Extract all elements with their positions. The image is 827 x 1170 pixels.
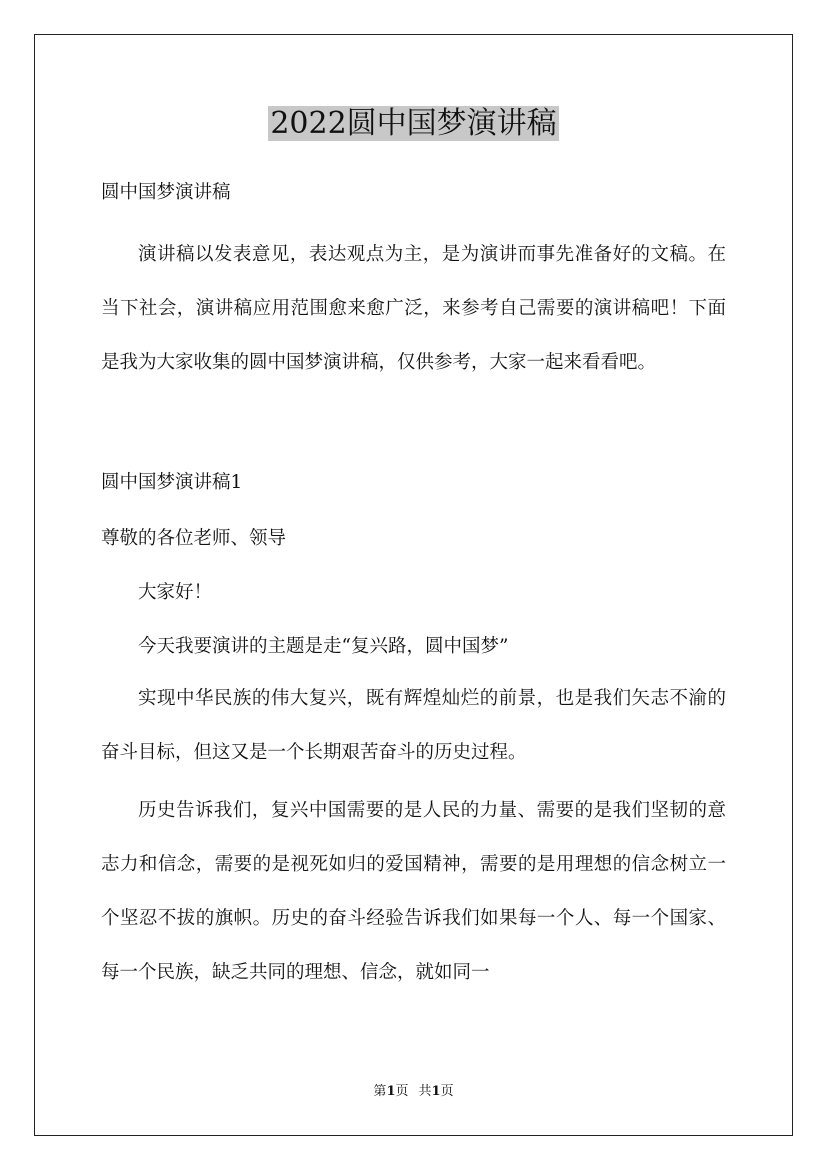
total-suffix: 页 — [440, 1084, 454, 1099]
spacer — [101, 504, 726, 518]
section-title: 圆中国梦演讲稿1 — [101, 472, 243, 493]
paragraph-1: 实现中华民族的伟大复兴，既有辉煌灿烂的前景，也是我们矢志不渝的奋斗目标，但这又是一个长期艰苦奋斗的历史过程。 — [101, 688, 726, 763]
page-prefix: 第 — [373, 1084, 387, 1099]
document-title-text: 2022圆中国梦演讲稿 — [270, 106, 557, 141]
greeting: 大家好！ — [138, 582, 213, 603]
topic-line: 今天我要演讲的主题是走“复兴路，圆中国梦” — [138, 636, 509, 657]
intro-paragraph: 演讲稿以发表意见，表达观点为主，是为演讲而事先准备好的文稿。在当下社会，演讲稿应用范围愈来愈广泛，来参考自己需要的演讲稿吧！下面是我为大家收集的圆中国梦演讲稿，仅供参考，大家一起来看看吧。 — [101, 244, 726, 373]
subheading: 圆中国梦演讲稿 — [101, 182, 231, 203]
salutation: 尊敬的各位老师、领导 — [101, 528, 287, 549]
spacer — [101, 614, 726, 626]
page-current: 1 — [386, 1084, 396, 1099]
document-body — [101, 172, 726, 1000]
spacer — [101, 560, 726, 572]
page-footer — [0, 1083, 827, 1101]
page-suffix: 页 — [395, 1084, 409, 1099]
spacer — [101, 390, 726, 462]
document-title — [0, 103, 827, 145]
page-total: 1 — [431, 1084, 441, 1099]
paragraph-2: 历史告诉我们，复兴中国需要的是人民的力量、需要的是我们坚韧的意志力和信念，需要的是视死如归的爱国精神，需要的是用理想的信念树立一个坚忍不拔的旗帜。历史的奋斗经验告诉我们如果每一个人、每一个国家、每一个民族，缺乏共同的理想、信念，就如同一 — [101, 800, 726, 983]
spacer — [101, 214, 726, 228]
total-prefix: 共 — [418, 1084, 432, 1099]
